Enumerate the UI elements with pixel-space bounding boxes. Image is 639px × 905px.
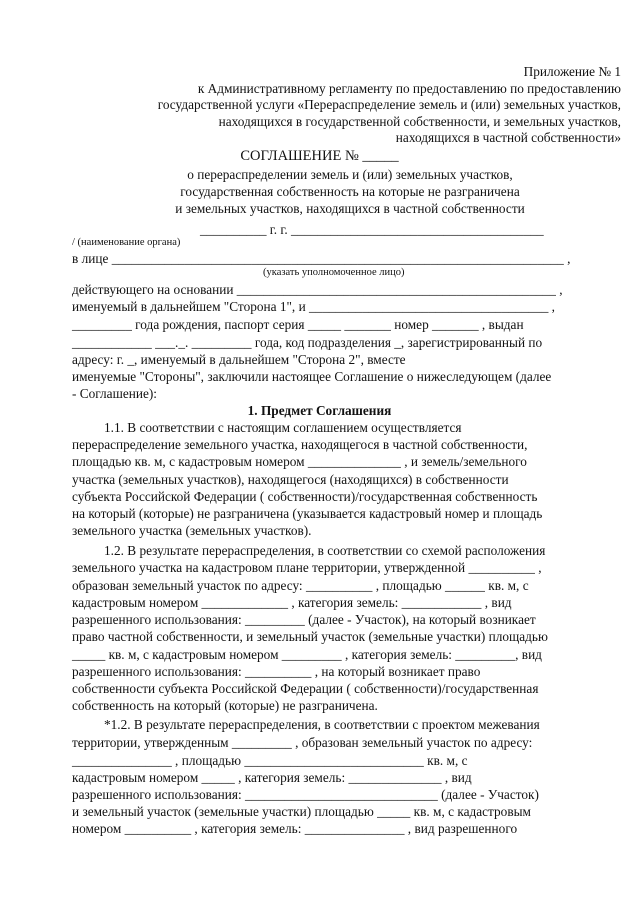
paragraph-line: собственности субъекта Российской Федерации ( собственности)/государственная [72, 681, 539, 696]
party-line: адресу: г. _, именуемый в дальнейшем "Сторона 2", вместе [72, 352, 406, 367]
paragraph-line: площадью кв. м, с кадастровым номером ______________ , и земель/земельного [72, 454, 527, 469]
title-line: о перераспределении земель и (или) земельных участков, [187, 167, 513, 182]
org-caption: / (наименование органа) [72, 237, 181, 248]
paragraph-line: номером __________ , категория земель: _______________ , вид разрешенного [72, 821, 518, 836]
header-line: находящихся в государственной собственности, и земельных участков, [218, 114, 621, 129]
header-line: государственной услуги «Перераспределение земель и (или) земельных участков, [157, 97, 621, 112]
paragraph-line: и земельный участок (земельные участки) площадью _____ кв. м, с кадастровым [72, 804, 531, 819]
paragraph-line: перераспределение земельного участка, находящегося в частной собственности, [72, 437, 528, 452]
paragraph-line: разрешенного использования: _____________________________ (далее - Участок) [72, 787, 539, 802]
in-person-line: в лице ____________________________________________________________________ , [72, 251, 571, 266]
paragraph-line: *1.2. В результате перераспределения, в соответствии с проектом межевания [104, 717, 540, 732]
party-line: ____________ ___._. _________ года, код подразделения _, зарегистрированный по [72, 335, 543, 350]
header-line: к Административному регламенту по предоставлению по предоставлению [197, 81, 621, 96]
paragraph-line: образован земельный участок по адресу: __________ , площадью ______ кв. м, с [72, 578, 529, 593]
paragraph-line: участка (земельных участков), находящегося (находящихся) в собственности [72, 472, 509, 487]
paragraph-line: разрешенного использования: __________ , на который возникает право [72, 664, 481, 679]
paragraph-line: разрешенного использования: _________ (далее - Участок), на который возникает [72, 612, 536, 627]
party-line: - Соглашение): [72, 386, 157, 401]
party-line: _________ года рождения, паспорт серия _____ _______ номер _______ , выдан [72, 317, 524, 332]
paragraph-line: право частной собственности, и земельный участок (земельные участки) площадью [72, 629, 548, 644]
paragraph-line: кадастровым номером _____ , категория земель: ______________ , вид [72, 770, 472, 785]
party-line: именуемые "Стороны", заключили настоящее Соглашение о нижеследующем (далее [72, 369, 552, 384]
party-line: действующего на основании ________________________________________________ , [72, 282, 563, 297]
party-line: именуемый в дальнейшем "Сторона 1", и ____________________________________ , [72, 299, 556, 314]
paragraph-line: собственность на который (которые) не разграничена. [72, 698, 378, 713]
paragraph-line: кадастровым номером _____________ , категория земель: ____________ , вид [72, 595, 512, 610]
paragraph-line: 1.1. В соответствии с настоящим соглашением осуществляется [104, 420, 462, 435]
paragraph-line: земельного участка (земельных участков). [72, 523, 312, 538]
paragraph-line: на который (которые) не разграничена (указывается кадастровый номер и площадь [72, 506, 543, 521]
title-line: и земельных участков, находящихся в частной собственности [175, 201, 525, 216]
paragraph-line: земельного участка на кадастровом плане территории, утвержденной __________ , [72, 560, 542, 575]
paragraph-line: субъекта Российской Федерации ( собственности)/государственная собственность [72, 489, 538, 504]
paragraph-line: 1.2. В результате перераспределения, в соответствии со схемой расположения [104, 543, 546, 558]
paragraph-line: _____ кв. м, с кадастровым номером _________ , категория земель: _________, вид [72, 647, 542, 662]
header-line: находящихся в частной собственности» [395, 130, 621, 145]
document-title: СОГЛАШЕНИЕ № _____ [240, 148, 399, 164]
section-heading: 1. Предмет Соглашения [247, 403, 392, 418]
appendix-label: Приложение № 1 [523, 64, 621, 79]
date-place-line: __________ г. г. ______________________________________ [200, 222, 544, 237]
authorized-caption: (указать уполномоченное лицо) [263, 267, 405, 278]
paragraph-line: территории, утвержденным _________ , образован земельный участок по адресу: [72, 735, 533, 750]
title-line: государственная собственность на которые не разграничена [180, 184, 520, 199]
paragraph-line: _______________ , площадью ___________________________ кв. м, с [72, 753, 468, 768]
